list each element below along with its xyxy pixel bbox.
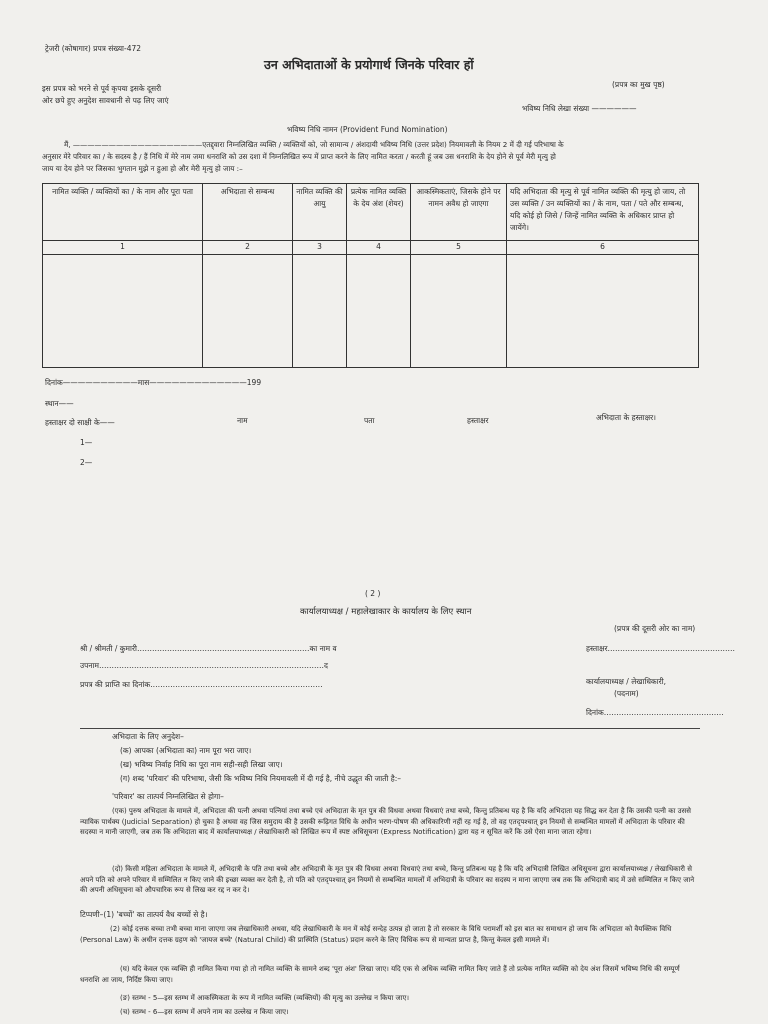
share-cell[interactable] [347,255,411,368]
instruction-line-2: ओर छपे हुए अनुदेश सावधानी से पढ़ लिए जाएं [42,96,169,105]
table-entry-row[interactable] [43,255,699,368]
column-number: 1 [43,241,203,255]
page-number: ( 2 ) [365,589,381,598]
header-share: प्रत्येक नामित व्यक्ति के देय अंश (शेयर) [347,184,411,241]
instruction-item: (क) आपका (अभिदाता का) नाम पूरा भरा जाए। [120,746,252,755]
note-2: (2) कोई दत्तक बच्चा तभी बच्चा माना जाएगा जब लेखाधिकारी अथवा, यदि लेखाधिकारी के मन में कोई सन्देह उत्पन्न हो जाता है तो सरकार के विधि परामर्शी को इस बात का समाधान हो जाय कि अभिदाता को वैयक्तिक विधि (Personal Law) के अधीन दत्तक ग्रहण को 'जायज बच्चे' (Natural Child) की प्रास्थिति (Status) प्रदान करने के लिए विधिक रूप से मान्यता प्राप्त है, किन्तु केवल इसी मामले में। [80,925,672,944]
nomination-table [42,183,699,368]
family-definition-heading: 'परिवार' का तात्पर्य निम्नलिखित से होगा– [112,792,224,801]
column-number: 2 [203,241,293,255]
instruction-item-gha: (घ) यदि केवल एक व्यक्ति ही नामित किया गया हो तो नामित व्यक्ति के सामने शब्द 'पूरा अंश' लिखा जाए। यदि एक से अधिक व्यक्ति नामित किए जाते हैं तो प्रत्येक नामित व्यक्ति को देय अंश जिसमें भविष्य निधि की सम्पूर्ण धनराशि आ जाय, निर्दिष्ट किया जाए। [80,965,680,984]
officer-signature-line: हस्ताक्षर…………………………………………… [586,644,736,653]
alternate-nominee-cell[interactable] [507,255,699,368]
relationship-cell[interactable] [203,255,293,368]
header-age: नामित व्यक्ति की आयु [293,184,347,241]
contingencies-cell[interactable] [411,255,507,368]
witness-1: 1— [80,438,93,447]
declaration-line-2: अनुसार मेरे परिवार का / के सदस्य है / हैं निधि में मेरे नाम जमा धनराशि को उस दशा में निम्नलिखित रूप में प्राप्त करने के लिए नामित करता / करती हूं जब उस धनराशि के देय होने से पूर्व मेरी मृत्यु हो [42,152,556,161]
place-label: स्थान—— [45,399,74,408]
header-alternate-nominee: यदि अभिदाता की मृत्यु से पूर्व नामित व्यक्ति की मृत्यु हो जाय, तो उस व्यक्ति / उन व्यक्तियों का / के नाम, पता / पते और सम्बन्ध, यदि कोई हो जिसे / जिन्हें नामित व्यक्ति के अधिकार प्राप्त हो जायेंगे। [507,184,699,241]
name-label: नाम [237,416,248,425]
account-number-label: भविष्य निधि लेखा संख्या —————— [522,104,637,113]
declaration-line-1: मैं, ——————————————————एतद्द्वारा निम्नलिखित व्यक्ति / व्यक्तियों को, जो सामान्य / अंशदायी भविष्य निधि (उत्तर प्रदेश) नियमावली के नियम 2 में दी गई परिभाषा के [64,140,564,149]
signature-label: हस्ताक्षर [467,416,489,425]
column-number: 6 [507,241,699,255]
column-number: 3 [293,241,347,255]
office-section-title: कार्यालयाध्यक्ष / महालेखाकार के कार्यालय के लिए स्थान [300,607,472,617]
header-contingencies: आकस्मिकताएं, जिसके होने पर नामन अवैध हो जाएगा [411,184,507,241]
subscriber-name-line: श्री / श्रीमती / कुमारी……………………………………………………………का नाम व [80,644,337,653]
divider [80,728,700,729]
officer-date-line: दिनांक………………………………………… [586,708,724,717]
instruction-line-1: इस प्रपत्र को भरने से पूर्व कृपया इसके दूसरी [42,84,162,93]
note-1: टिप्पणी–(1) 'बच्चों' का तात्पर्य वैध बच्चों से है। [80,910,208,919]
front-page-label: (प्रपत्र का मुख पृष्ठ) [612,80,665,89]
back-page-label: (प्रपत्र की दूसरी ओर का नाम) [614,624,696,633]
instruction-item: (ग) शब्द 'परिवार' की परिभाषा, जैसी कि भविष्य निधि नियमावली में दी गई है, नीचे उद्धृत की जाती है:– [120,774,402,783]
header-nominee-name: नामित व्यक्ति / व्यक्तियों का / के नाम और पूरा पता [43,184,203,241]
witness-label: हस्ताक्षर दो साक्षी के—— [45,418,115,427]
nominee-name-cell[interactable] [43,255,203,368]
instructions-heading: अभिदाता के लिए अनुदेश– [112,732,184,741]
subscriber-signature-label: अभिदाता के हस्ताक्षर। [596,413,657,422]
instruction-item-ng: (ङ) स्तम्भ - 5—इस स्तम्भ में आकस्मिकता के रूप में नामित व्यक्ति (व्यक्तियों) की मृत्यु का उल्लेख न किया जाए। [120,994,410,1002]
family-definition-female: (दो) किसी महिला अभिदाता के मामले में, अभिदात्री के पति तथा बच्चे और अभिदात्री के मृत पुत्र की विधवा अथवा विधवाएं तथा बच्चे, किन्तु प्रतिबन्ध यह है कि यदि अभिदात्री लिखित अधिसूचना द्वारा कार्यालयाध्यक्ष / लेखाधिकारी से अपने पति को अपने परिवार में सम्मिलित न किए जाने की इच्छा व्यक्त कर देती है, तो पति को एतद्पश्चात् इन नियमों से सम्बन्धित मामलों में अभिदात्री के परिवार का सदस्य न माना जाएगा जब तक कि अभिदात्री बाद में उसे सम्मिलित न किए जाने की अपनी अधिसूचना को औपचारिक रूप से लिख कर रद्द न कर दे। [80,865,695,894]
table-header-row [43,184,699,241]
age-cell[interactable] [293,255,347,368]
family-definition-male: (एक) पुरुष अभिदाता के मामले में, अभिदाता की पत्नी अथवा पत्नियां तथा बच्चे एवं अभिदाता के मृत पुत्र की विधवा अथवा विधवाएं तथा बच्चे, किन्तु प्रतिबन्ध यह है कि यदि अभिदाता यह सिद्ध कर देता है कि उसकी पत्नी का उससे न्यायिक पार्थक्य (Judicial Separation) हो चुका है अथवा वह जिस समुदाय की है उसकी रूढ़िगत विधि के अधीन भरण-पोषण की अधिकारिणी नहीं रह गई है, तो वह एतद्पश्चात् इन नियमों से सम्बन्धित मामलों में अभिदाता के परिवार की सदस्या न मानी जाएगी, जब तक कि अभिदाता बाद में कार्यालयाध्यक्ष / लेखाधिकारी को लिखित रूप में स्पष्ट अधिसूचना (Express Notification) द्वारा यह न सूचित करें कि उसे ऐसा माना जाता रहेगा। [80,807,691,836]
date-month-line: दिनांक——————————मास—————————————199 [45,378,262,387]
form-number: ट्रेजरी (कोषागार) प्रपत्र संख्या-472 [45,44,142,53]
witness-2: 2— [80,458,93,467]
header-relationship: अभिदाता से सम्बन्ध [203,184,293,241]
declaration-line-3: जाय या देय होने पर जिसका भुगतान मुझे न हुआ हो और मेरी मृत्यु हो जाय :– [42,164,243,173]
officer-label: कार्यालयाध्यक्ष / लेखाधिकारी, [586,677,667,686]
table-number-row [43,241,699,255]
form-title: उन अभिदाताओं के प्रयोगार्थ जिनके परिवार हों [264,57,474,72]
address-label: पता [364,416,375,425]
column-number: 4 [347,241,411,255]
receipt-date-line: प्रपत्र की प्राप्ति का दिनांक…………………………………………………………… [80,680,323,689]
surname-line: उपनाम………………………………………………………………………………द [80,661,328,670]
instruction-item: (ख) भविष्य निर्वाह निधि का पूरा नाम सही-सही लिखा जाए। [120,760,283,769]
column-number: 5 [411,241,507,255]
section-title: भविष्य निधि नामन (Provident Fund Nomination) [287,125,448,134]
designation-label: (पदनाम) [614,689,639,698]
instruction-item-ch: (च) स्तम्भ - 6—इस स्तम्भ में अपने नाम का उल्लेख न किया जाए। [120,1008,289,1016]
